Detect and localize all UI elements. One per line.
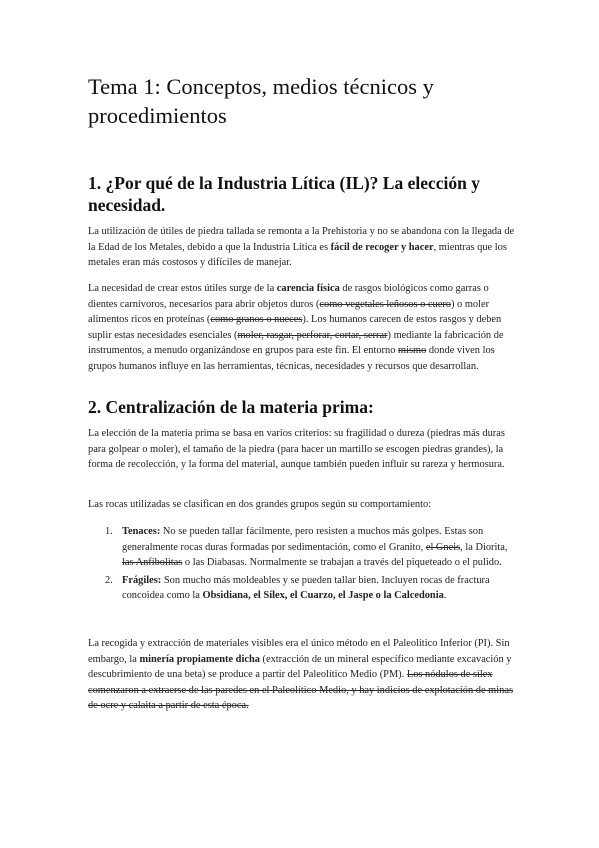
struck-phrase: mismo	[398, 345, 427, 357]
text-run: La utilización de útiles de piedra tallada se remonta a la Prehistoria y no se abandona con la llegada de la Edad de los Metales, debido a que la Industria Lítica es	[88, 226, 515, 253]
bold-phrase: carencia física	[276, 283, 340, 294]
text-run: ). Los humanos carecen de estos rasgos y deben suplir estas necesidades esenciales (	[88, 314, 502, 341]
text-run: ) mediante la fabricación de instrumentos, a menudo organizándose en grupos para este fin. El entorno	[88, 329, 504, 357]
text-run: , la Diorita,	[460, 541, 508, 553]
text-run: No se pueden tallar fácilmente, pero resisten a muchos más golpes. Estas son generalmente rocas duras formadas por sedimentación, como el Granito,	[122, 526, 484, 553]
section-2-paragraph-3	[88, 636, 516, 714]
struck-phrase: como vegetales leñosos o cuero	[319, 298, 451, 310]
text-run: , mientras que los metales eran más costosos y difíciles de manejar.	[88, 241, 507, 269]
bold-phrase: minería propiamente dicha	[139, 653, 260, 665]
text-run: (extracción de un mineral específico mediante excavación y descubrimiento de una beta) se produce a partir del Paleolítico Medio (PM).	[88, 653, 512, 681]
list-number: 1.	[105, 526, 113, 537]
page-title: Tema 1: Conceptos, medios técnicos y procedimientos	[88, 74, 434, 128]
struck-phrase: como granos o nueces	[210, 314, 303, 326]
list-item-fragiles	[88, 573, 516, 604]
list-term: Tenaces:	[122, 526, 161, 537]
text-run: de rasgos biológicos como garras o dientes carnívoros, necesarios para abrir objetos duros (	[88, 283, 489, 310]
text-run: ) o moler alimentos ricos en proteínas (	[88, 298, 490, 326]
section-1-heading: 1. ¿Por qué de la Industria Lítica (IL)? La elección y necesidad.	[88, 173, 480, 215]
struck-phrase: moler, rasgar, perforar, cortar, serrar	[237, 329, 388, 341]
list-term: Frágiles:	[122, 574, 162, 586]
bold-phrase: fácil de recoger y hacer	[330, 241, 434, 253]
section-2-paragraph-1: La elección de la materia prima se basa en varios criterios: su fragilidad o dureza (piedras más duras para golpear o moler), el tamaño de la piedra (para hacer un martillo se escogen piedras grandes), la forma de recolección, y la forma del material, aunque también pueden influir su rareza y hermosura.	[88, 428, 505, 471]
list-number: 2.	[105, 574, 113, 586]
section-2-paragraph-2: Las rocas utilizadas se clasifican en dos grandes grupos según su comportamiento:	[88, 499, 432, 510]
text-run: o las Diabasas. Normalmente se trabajan a través del piqueteado o el pulido.	[182, 557, 502, 569]
text-run: La necesidad de crear estos útiles surge de la	[88, 283, 277, 294]
text-run: La recogida y extracción de materiales visibles era el único método en el Paleolítico Inferior (PI). Sin embargo, la	[88, 638, 510, 665]
struck-phrase: Los nódulos de sílex comenzaron a extraerse de las paredes en el Paleolítico Medio, y hay indicios de explotación de minas de ocre y calaita a partir de esta época.	[88, 669, 513, 712]
bold-phrase: Obsidiana, el Sílex, el Cuarzo, el Jaspe o la Calcedonia	[202, 590, 444, 602]
list-item-tenaces	[88, 524, 516, 571]
section-1-paragraph-2	[88, 281, 516, 375]
section-1-paragraph-1	[88, 224, 516, 271]
text-run: .	[443, 590, 447, 602]
text-run: donde viven los grupos humanos influye en las herramientas, técnicas, necesidades y recursos que desarrollan.	[88, 345, 495, 372]
text-run: Son mucho más moldeables y se pueden tallar bien. Incluyen rocas de fractura concoidea como la	[122, 574, 490, 602]
struck-phrase: las Anfibolitas	[122, 557, 183, 569]
rock-types-list	[88, 524, 516, 606]
section-2-heading: 2. Centralización de la materia prima:	[88, 397, 374, 417]
struck-phrase: el Gneis	[425, 541, 461, 553]
